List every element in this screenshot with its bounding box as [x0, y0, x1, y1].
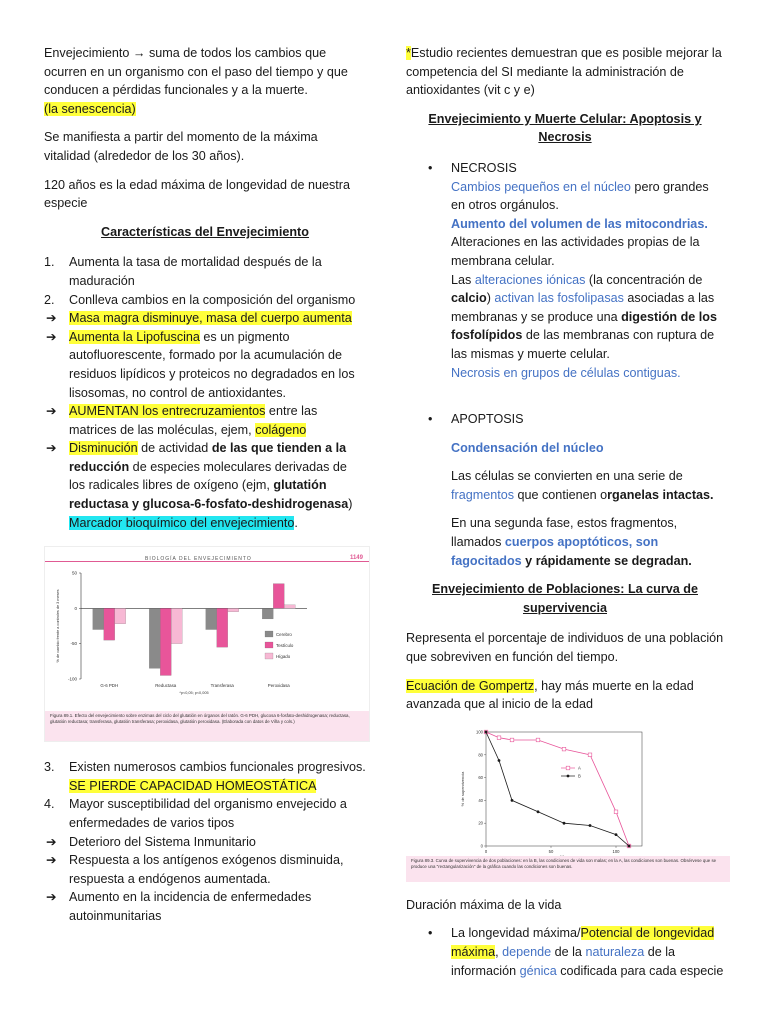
- paragraph-text: La longevidad máxima/: [451, 926, 581, 941]
- senescence-highlight: (la senescencia): [44, 101, 136, 116]
- list-item-text: entre las matrices de las moléculas, ejem,: [69, 404, 318, 437]
- paragraph-text: Alteraciones en las actividades propias de la membrana celular.: [451, 235, 700, 268]
- apoptosis-necrosis-heading: Envejecimiento y Muerte Celular: Apoptosis y Necrosis: [428, 111, 702, 145]
- list-item: [44, 758, 366, 795]
- y-tick-label: -100: [67, 676, 77, 682]
- x-tick-label: 50: [548, 848, 554, 854]
- bullet-icon: •: [428, 926, 433, 941]
- necrosis-label: NECROSIS: [451, 160, 517, 175]
- figure-caption: Figura 89.1. Efecto del envejecimiento sobre enzimas del ciclo del glutatión en órganos del ratón. G-6 PDH, glucosa 6-fosfato-deshidrogenasa; reductasa, glutatión reductasa; transferasa, glutatión transferasa; peroxidasa, glutatión peroxidasa. (Elaborada con datos de Viña y cols.): [45, 711, 369, 741]
- series-point: [537, 810, 540, 813]
- blue-text: cuerpos apoptóticos, son fagocitados: [451, 535, 659, 568]
- paragraph-text: ,: [495, 945, 503, 959]
- paragraph-text: asociadas a las membranas y se produce una: [451, 291, 715, 324]
- bold-text: y rápidamente se degradan.: [521, 553, 692, 568]
- list-item: [44, 851, 366, 888]
- series-point: [485, 730, 488, 733]
- bold-text: calcio: [451, 291, 487, 306]
- series-line: [486, 732, 629, 846]
- legend-label: A: [578, 765, 581, 771]
- blue-text: Cambios pequeños en el núcleo: [451, 179, 631, 194]
- list-item: [44, 795, 366, 832]
- series-point: [511, 799, 514, 802]
- paragraph-text: En una segunda fase, estos fragmentos, llamados: [451, 516, 678, 550]
- list-item: [44, 439, 366, 532]
- apoptosis-fragments: [406, 467, 724, 504]
- biomarker-highlight: Marcador bioquímico del envejecimiento: [69, 515, 295, 530]
- list-item-text: .: [294, 515, 298, 530]
- max-lifespan-heading: Duración máxima de la vida: [406, 897, 562, 912]
- series-point: [589, 824, 592, 827]
- list-number: 1.: [44, 255, 55, 270]
- blue-text: activan las fosfolipasas: [494, 291, 624, 306]
- legend-label: Testículo: [276, 643, 294, 649]
- bullet-icon: •: [428, 412, 433, 427]
- paragraph-text: de la: [551, 945, 586, 959]
- bold-text: digestión de los fosfolípidos: [451, 309, 717, 343]
- paragraph-text: , hay más muerte en la edad avanzada que al inicio de la edad: [406, 678, 694, 712]
- bullet-icon: •: [428, 160, 433, 175]
- definition-paragraph: [44, 44, 366, 118]
- blue-text: fragmentos: [451, 487, 514, 502]
- blue-text: naturaleza: [585, 945, 645, 959]
- series-point: [536, 738, 540, 742]
- list-item-text: es un pigmento autofluorescente, formado por la acumulación de residuos lipídicos y proteicos no degradados en los lisosomas, no control de antioxidantes.: [69, 329, 355, 400]
- x-tick-label: Reductasa: [155, 683, 177, 689]
- legend-label: B: [578, 773, 581, 779]
- list-item: [44, 309, 366, 328]
- list-item: [44, 291, 366, 310]
- y-tick-label: -50: [70, 641, 77, 647]
- y-tick-label: 50: [71, 570, 77, 576]
- paragraph-text: Las: [451, 272, 475, 287]
- left-column: [44, 44, 366, 934]
- mitochondria-text: Aumento del volumen de las mitocondrias.: [451, 216, 708, 231]
- blue-text: Necrosis en grupos de células contiguas.: [451, 365, 681, 380]
- arrow-icon: ➔: [46, 404, 57, 419]
- list-item-text: Deterioro del Sistema Inmunitario: [69, 834, 256, 849]
- asterisk-highlight: *: [406, 46, 411, 60]
- y-tick-label: 40: [478, 797, 483, 803]
- list-item-text: Conlleva cambios en la composición del organismo: [69, 292, 356, 307]
- homeostasis-highlight: SE PIERDE CAPACIDAD HOMEOSTÁTICA: [69, 778, 317, 793]
- arrow-icon: ➔: [46, 834, 57, 849]
- bar: [206, 609, 217, 630]
- figure-survival-chart: [406, 726, 730, 882]
- list-number: 2.: [44, 292, 55, 307]
- bar: [149, 609, 160, 669]
- longevity-bullet: [406, 924, 724, 980]
- max-age-paragraph: 120 años es la edad máxima de longevidad de nuestra especie: [44, 177, 350, 211]
- list-item-text: ): [348, 497, 353, 512]
- legend-label: Hígado: [276, 654, 291, 660]
- x-tick-label: 100: [612, 848, 620, 854]
- paragraph-text: que contienen o: [514, 487, 608, 502]
- y-axis-label: % de cambio frente a controles de 3 meses: [56, 589, 60, 663]
- bar: [228, 609, 239, 613]
- arrow-icon: ➔: [46, 890, 57, 905]
- list-item-text: Aumenta la tasa de mortalidad después de la maduración: [69, 255, 322, 288]
- arrow-icon: ➔: [46, 441, 57, 456]
- y-tick-label: 60: [478, 774, 483, 780]
- legend-marker: [566, 766, 570, 770]
- list-item: [44, 402, 366, 439]
- list-item-text: de especies moleculares derivadas de los radicales libres de oxígeno (ejm,: [69, 459, 347, 493]
- lipofuscin-highlight: Aumenta la Lipofuscina: [69, 329, 200, 344]
- gompertz-paragraph: [406, 677, 724, 714]
- bar: [104, 609, 115, 641]
- list-number: 4.: [44, 797, 55, 812]
- series-point: [615, 833, 618, 836]
- legend-swatch: [265, 631, 273, 637]
- footnote: *p<0,05; p<0,005: [179, 691, 209, 696]
- paragraph-text: de las membranas con ruptura de las mismas y muerte celular.: [451, 328, 715, 361]
- apoptosis-label: APOPTOSIS: [451, 412, 524, 427]
- apoptosis-bullet: [406, 410, 724, 429]
- figure-page-number: 1149: [349, 555, 363, 562]
- list-item-text: Existen numerosos cambios funcionales progresivos.: [69, 760, 366, 775]
- characteristics-list-cont: [44, 758, 366, 925]
- paragraph-text: codificada para cada especie: [556, 963, 724, 978]
- bar: [115, 609, 126, 625]
- blue-text: depende: [502, 945, 552, 959]
- legend-marker: [567, 774, 570, 777]
- series-point: [563, 822, 566, 825]
- survival-paragraph: Representa el porcentaje de individuos de una población que sobreviven en función del tiempo.: [406, 631, 724, 665]
- list-item: [44, 328, 366, 402]
- blue-text: génica: [519, 963, 557, 978]
- decrease-highlight: Disminución: [69, 441, 138, 456]
- arrow-icon: ➔: [46, 853, 57, 868]
- characteristics-list: [44, 253, 366, 532]
- bar: [262, 609, 273, 620]
- y-tick-label: 80: [478, 752, 483, 758]
- paragraph-text: de la información: [451, 945, 676, 978]
- antioxidant-paragraph: [406, 44, 724, 100]
- survival-curve-heading: Envejecimiento de Poblaciones: La curva de supervivencia: [432, 582, 698, 615]
- legend-swatch: [265, 653, 273, 659]
- bar-chart-svg: [45, 561, 369, 725]
- enzymes-bold: glutatión reductasa y glucosa-6-fosfato-deshidrogenasa: [69, 478, 349, 512]
- y-tick-label: 0: [480, 843, 483, 849]
- bar: [93, 609, 104, 630]
- list-item-text: Respuesta a los antígenos exógenos disminuida, respuesta a endógenos aumentada.: [69, 853, 344, 886]
- bar: [273, 584, 284, 609]
- list-item: [44, 253, 366, 290]
- y-axis-label: % de supervivencia: [460, 771, 465, 807]
- blue-text: alteraciones iónicas: [474, 272, 586, 287]
- series-point: [628, 844, 631, 847]
- y-tick-label: 100: [476, 729, 483, 735]
- x-tick-label: G-6 PDH: [100, 683, 119, 689]
- bar: [160, 609, 171, 676]
- legend-label: Cerebro: [276, 632, 292, 638]
- bar: [171, 609, 182, 644]
- crosslink-highlight: AUMENTAN los entrecruzamientos: [69, 404, 266, 419]
- collagen-highlight: colágeno: [255, 422, 307, 437]
- longevity-highlight: Potencial de longevidad máxima: [451, 926, 715, 959]
- survival-chart-svg: [406, 726, 730, 856]
- series-point: [510, 738, 514, 742]
- list-item-text: de actividad: [137, 441, 212, 456]
- series-point: [498, 759, 501, 762]
- right-column: [406, 44, 724, 990]
- bold-text: rganelas intactas.: [607, 487, 714, 502]
- list-item: [44, 888, 366, 925]
- series-point: [497, 736, 501, 740]
- paragraph-text: pero grandes en otros orgánulos.: [451, 179, 709, 213]
- onset-paragraph: Se manifiesta a partir del momento de la máxima vitalidad (alrededor de los 30 años).: [44, 130, 318, 163]
- y-tick-label: 0: [74, 606, 77, 612]
- y-tick-label: 20: [478, 820, 483, 826]
- apoptosis-phase2: [406, 514, 724, 570]
- paragraph-text: Las células se convierten en una serie de: [451, 469, 683, 484]
- series-line: [486, 732, 629, 846]
- bold-text: de las que tienden a la reducción: [69, 441, 347, 474]
- definition-text: Envejecimiento → suma de todos los cambios que ocurren en un organismo con el paso del tiempo y que conducen a pérdidas funcionales y a la muerte.: [44, 46, 348, 98]
- list-item-text: Masa magra disminuye, masa del cuerpo aumenta: [69, 311, 352, 326]
- gompertz-highlight: Ecuación de Gompertz: [406, 678, 535, 693]
- x-tick-label: 0: [484, 848, 488, 854]
- arrow-icon: ➔: [46, 329, 57, 344]
- paragraph-text: (la concentración de: [585, 272, 703, 287]
- nucleus-condensation: Condensación del núcleo: [451, 440, 604, 455]
- list-item-text: Aumento en la incidencia de enfermedades autoinmunitarias: [69, 890, 312, 923]
- series-point: [614, 810, 618, 814]
- necrosis-bullet: [406, 159, 724, 382]
- figure-caption: Figura 89.3. Curva de supervivencia de dos poblaciones: en la B, las condiciones de vida son malas; en la A, las condiciones son buenas. Obsérvese que se produce una "rectangularización" de la gráfica cuando las condiciones son buenas.: [406, 856, 730, 882]
- legend-swatch: [265, 642, 273, 648]
- paragraph-text: ): [486, 291, 495, 306]
- list-number: 3.: [44, 760, 55, 775]
- list-item: [44, 833, 366, 852]
- arrow-icon: ➔: [46, 311, 57, 326]
- characteristics-heading: Características del Envejecimiento: [101, 224, 309, 239]
- figure-header-title: BIOLOGÍA DEL ENVEJECIMIENTO: [145, 556, 252, 563]
- figure-bar-chart: [44, 546, 370, 742]
- series-point: [562, 747, 566, 751]
- list-item-text: Mayor susceptibilidad del organismo envejecido a enfermedades de varios tipos: [69, 797, 347, 831]
- bar: [284, 605, 295, 609]
- x-tick-label: Transferasa: [210, 683, 234, 689]
- paragraph-text: Estudio recientes demuestran que es posible mejorar la competencia del SI mediante la administración de antioxidantes (vit c y e): [406, 46, 722, 98]
- series-point: [588, 753, 592, 757]
- x-tick-label: Peroxidasa: [267, 683, 290, 689]
- bar: [217, 609, 228, 648]
